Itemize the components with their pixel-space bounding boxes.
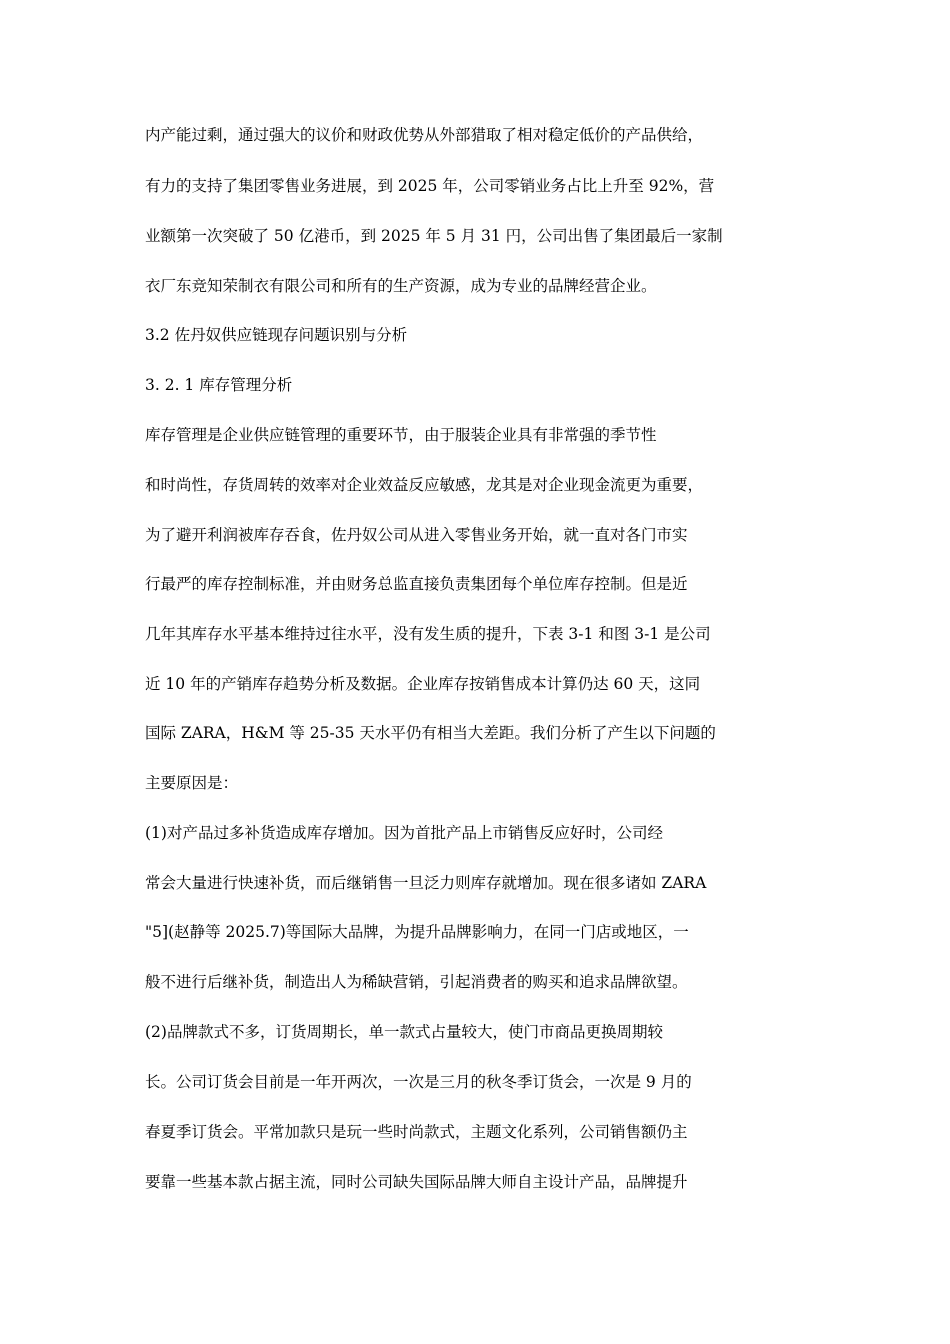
body-text-line: 国际 ZARA，H&M 等 25-35 天水平仍有相当大差距。我们分析了产生以下问题的 <box>145 724 716 742</box>
body-text-line: (2)品牌款式不多，订货周期长，单一款式占量较大，使门市商品更换周期较 <box>145 1023 663 1041</box>
body-text-line: 春夏季订货会。平常加款只是玩一些时尚款式，主题文化系列，公司销售额仍主 <box>145 1123 688 1141</box>
body-text-line: 业额第一次突破了 50 亿港币，到 2025 年 5 月 31 円，公司出售了集团最后一家制 <box>145 227 723 245</box>
body-text-line: 般不进行后继补货，制造出人为稀缺营销，引起消费者的购买和追求品牌欲望。 <box>145 973 688 991</box>
section-heading: 3.2 佐丹奴供应链现存问题识别与分析 <box>145 326 408 344</box>
body-text-line: "5](赵静等 2025.7)等国际大品牌，为提升品牌影响力，在同一门店或地区，一 <box>145 923 689 941</box>
body-text-line: (1)对产品过多补货造成库存增加。因为首批产品上市销售反应好时，公司经 <box>145 824 663 842</box>
body-text-line: 近 10 年的产销库存趋势分析及数据。企业库存按销售成本计算仍达 60 天，这同 <box>145 675 701 693</box>
body-text-line: 和时尚性，存货周转的效率对企业效益反应敏感，龙其是对企业现金流更为重要， <box>145 476 704 494</box>
body-text-line: 行最严的库存控制标准，并由财务总监直接负责集团每个单位库存控制。但是近 <box>145 575 688 593</box>
body-text-line: 常会大量进行快速补货，而后继销售一旦泛力则库存就增加。现在很多诸如 ZARA <box>145 874 707 892</box>
body-text-line: 长。公司订货会目前是一年开两次，一次是三月的秋冬季订货会，一次是 9 月的 <box>145 1073 692 1091</box>
body-text-line: 要靠一些基本款占据主流，同时公司缺失国际品牌大师自主设计产品，品牌提升 <box>145 1173 688 1191</box>
body-text-line: 几年其库存水平基本维持过往水平，没有发生质的提升，下表 3-1 和图 3-1 是公司 <box>145 625 711 643</box>
body-text-line: 衣厂东竞知荣制衣有限公司和所有的生产资源，成为专业的品牌经营企业。 <box>145 277 657 295</box>
body-text-line: 为了避开利润被库存吞食，佐丹奴公司从进入零售业务开始，就一直对各门市实 <box>145 526 688 544</box>
body-text-line: 内产能过剩，通过强大的议价和财政优势从外部猎取了相对稳定低价的产品供给， <box>145 126 704 144</box>
body-text-line: 库存管理是企业供应链管理的重要环节，由于服装企业具有非常强的季节性 <box>145 426 657 444</box>
body-text-line: 有力的支持了集团零售业务进展，到 2025 年，公司零销业务占比上升至 92%，营 <box>145 177 715 195</box>
body-text-line: 主要原因是： <box>145 774 239 792</box>
subsection-heading: 3. 2. 1 库存管理分析 <box>145 376 293 394</box>
